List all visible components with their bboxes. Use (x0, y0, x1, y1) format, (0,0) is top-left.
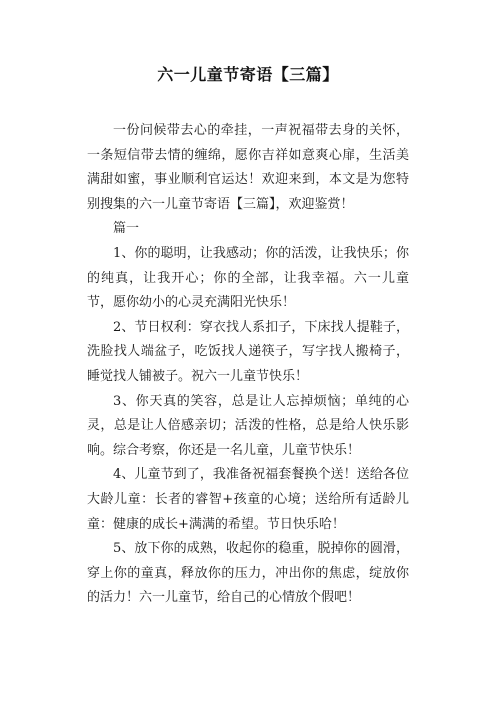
document-title: 六一儿童节寄语【三篇】 (157, 65, 339, 84)
wish-paragraph-1: 1、你的聪明，让我感动；你的活泼，让我快乐；你的纯真，让我开心；你的全部，让我幸福。六一儿童节，愿你幼小的心灵充满阳光快乐！ (87, 245, 409, 311)
document-body (87, 119, 409, 611)
intro-paragraph: 一份问候带去心的牵挂，一声祝福带去身的关怀，一条短信带去情的缠绵，愿你吉祥如意爽心扉，生活美满甜如蜜，事业顺利官运达！欢迎来到，本文是为您特别搜集的六一儿童节寄语【三篇】，欢迎鉴赏！ (87, 123, 409, 212)
wish-paragraph-5: 5、放下你的成熟，收起你的稳重，脱掉你的圆滑，穿上你的童真，释放你的压力，冲出你的焦虑，绽放你的活力！六一儿童节，给自己的心情放个假吧！ (87, 541, 409, 606)
wish-paragraph-2: 2、节日权利：穿衣找人系扣子，下床找人提鞋子，洗脸找人端盆子，吃饭找人递筷子，写字找人搬椅子，睡觉找人铺被子。祝六一儿童节快乐！ (87, 319, 409, 384)
wish-paragraph-3: 3、你天真的笑容，总是让人忘掉烦恼；单纯的心灵，总是让人倍感亲切；活泼的性格，总是给人快乐影响。综合考察，你还是一名儿童，儿童节快乐！ (87, 393, 409, 458)
section-heading: 篇一 (113, 221, 140, 237)
wish-paragraph-4: 4、儿童节到了，我准备祝福套餐换个送！送给各位大龄儿童：长者的睿智+孩童的心境；送给所有适龄儿童：健康的成长+满满的希望。节日快乐哈！ (87, 467, 409, 532)
